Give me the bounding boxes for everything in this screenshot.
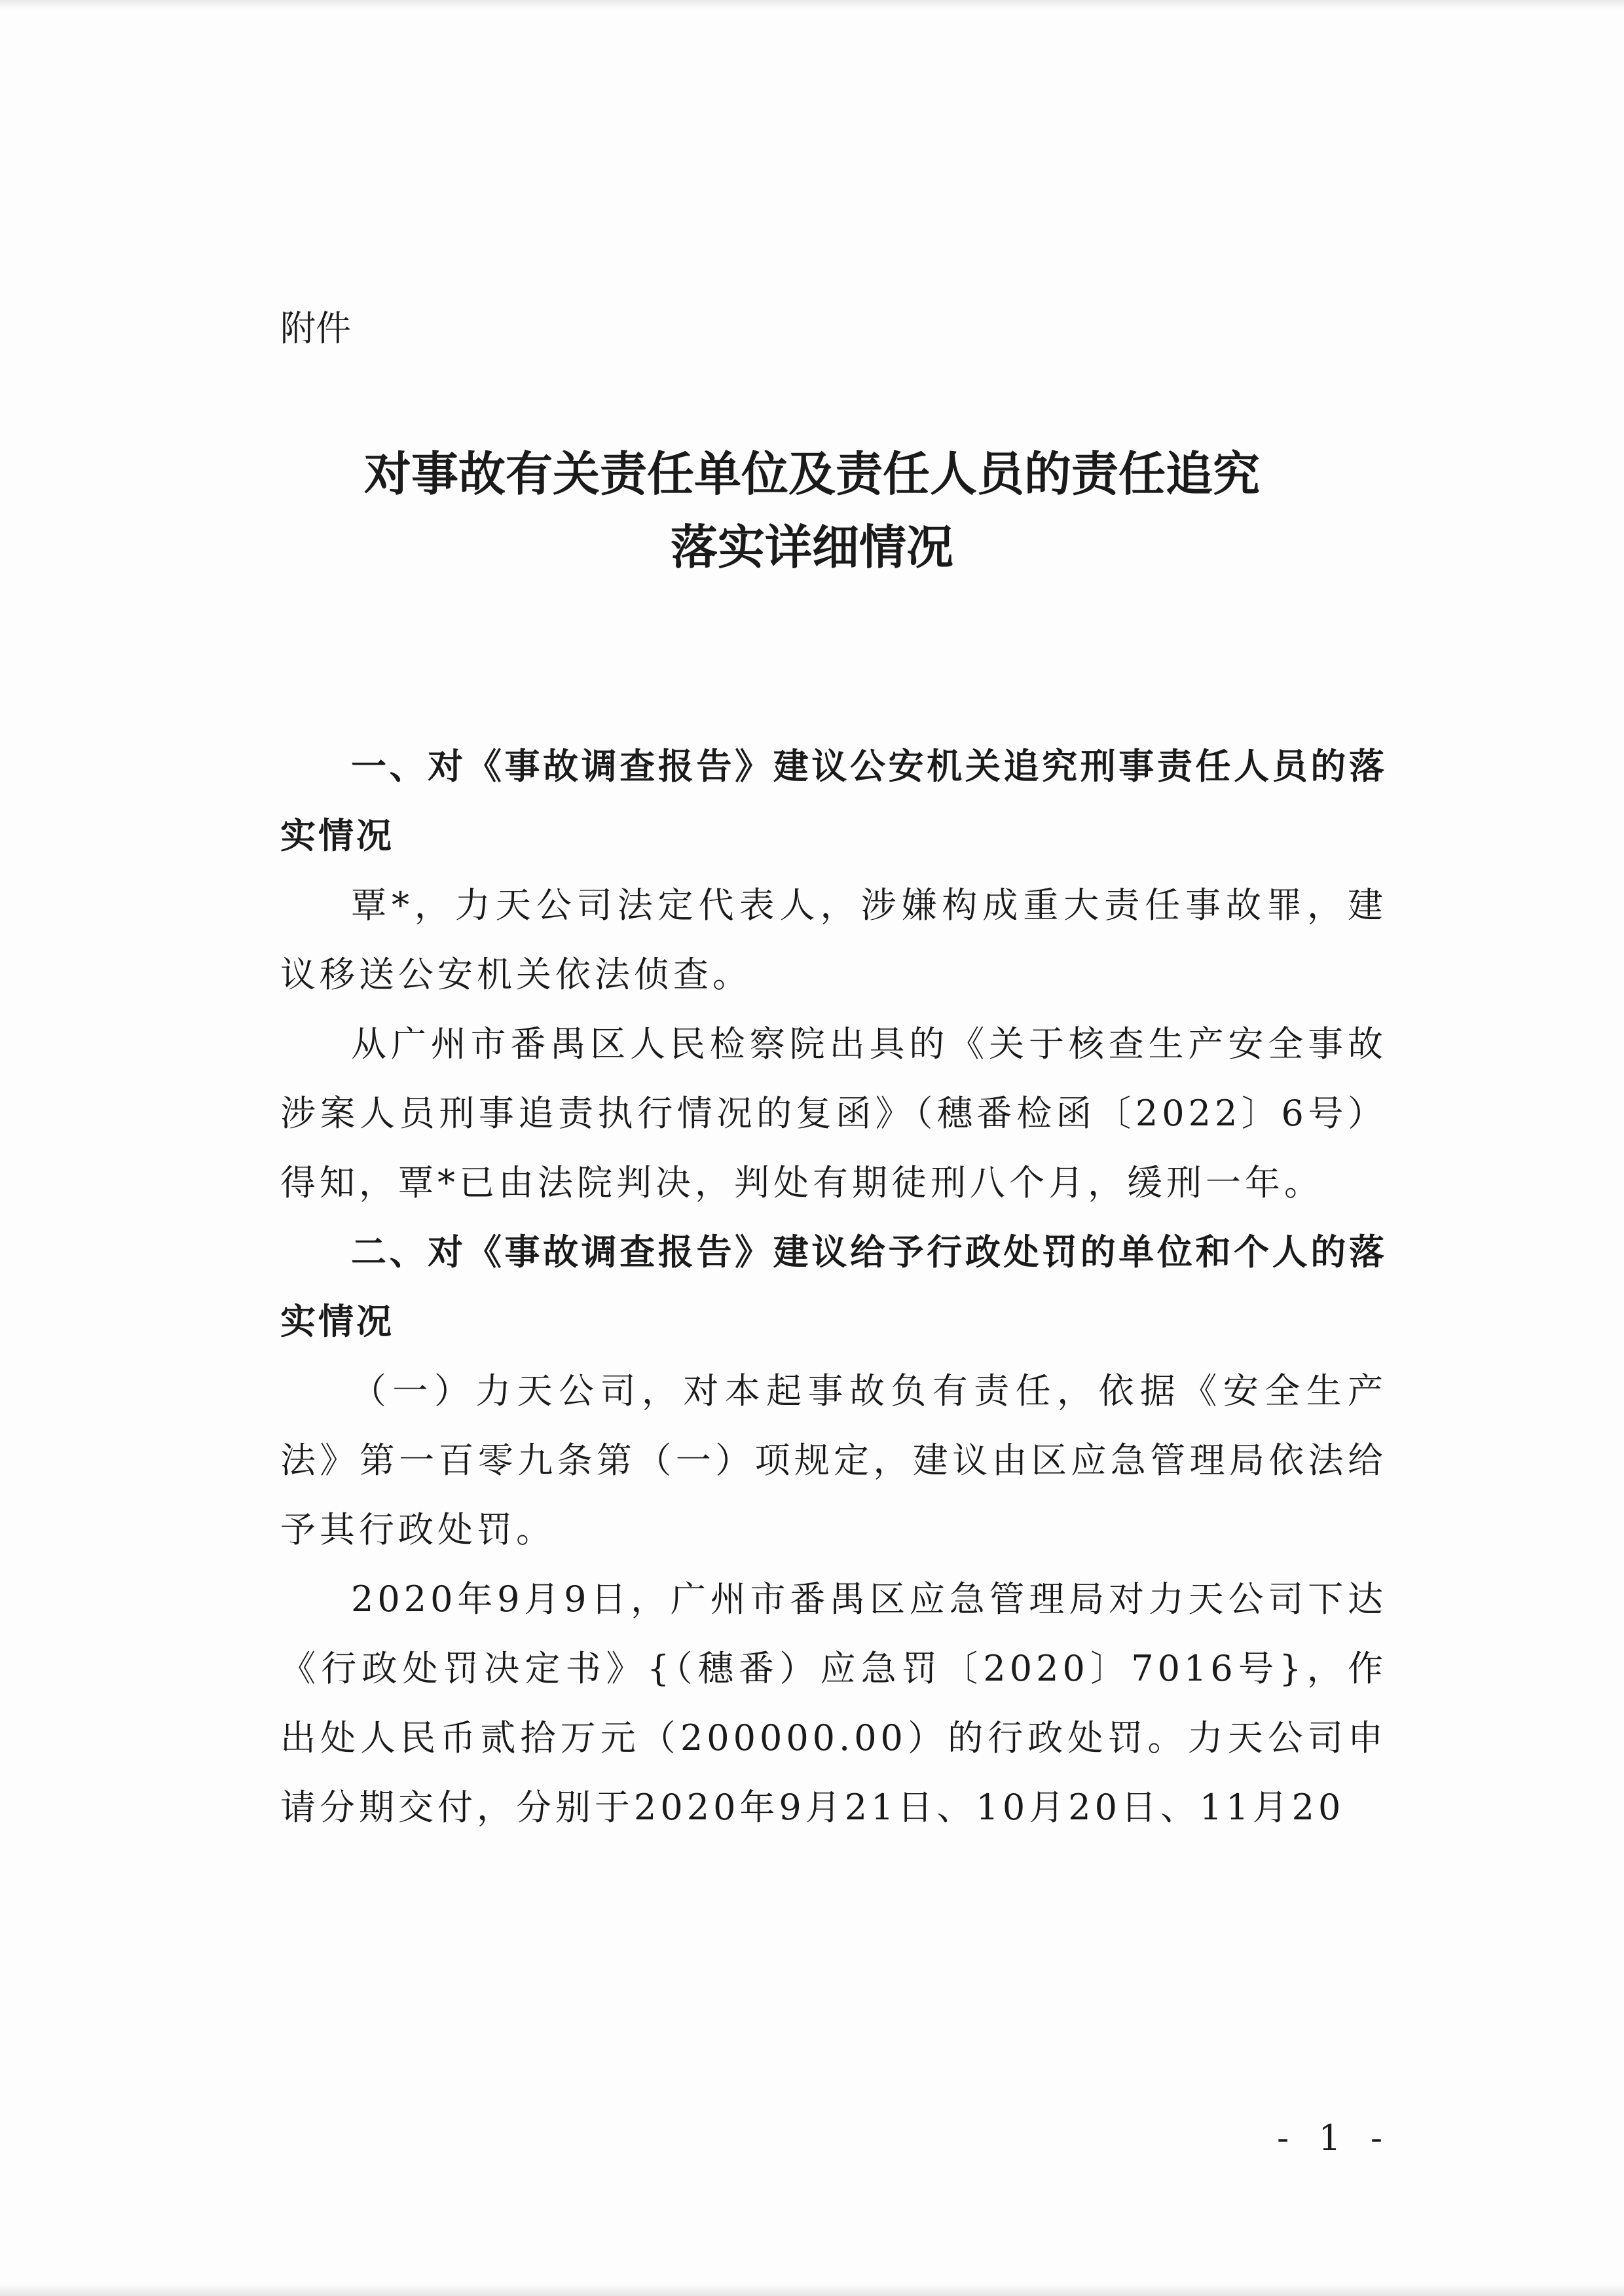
page-number: - 1 - <box>1277 2117 1392 2159</box>
section-heading-1: 一、对《事故调查报告》建议公安机关追究刑事责任人员的落实情况 <box>280 746 1387 856</box>
title-line-1: 对事故有关责任单位及责任人员的责任追究 <box>363 446 1260 501</box>
scan-edge-bottom <box>0 2285 1624 2296</box>
paragraph-1: 覃*，力天公司法定代表人，涉嫌构成重大责任事故罪，建议移送公安机关依法侦查。 <box>280 884 1387 995</box>
paragraph-2: 从广州市番禺区人民检察院出具的《关于核查生产安全事故涉案人员刑事追责执行情况的复函》（穗番检函〔2022〕6号）得知，覃*已由法院判决，判处有期徒刑八个月，缓刑一年。 <box>280 1023 1387 1203</box>
attachment-label: 附件 <box>280 308 351 349</box>
document-body <box>280 732 1387 1842</box>
paragraph-3: （一）力天公司，对本起事故负有责任，依据《安全生产法》第一百零九条第（一）项规定，建议由区应急管理局依法给予其行政处罚。 <box>280 1370 1387 1550</box>
section-heading-2: 二、对《事故调查报告》建议给予行政处罚的单位和个人的落实情况 <box>280 1231 1387 1342</box>
scan-edge-top <box>0 0 1624 9</box>
title-line-2: 落实详细情况 <box>670 519 953 575</box>
document-title <box>196 437 1428 584</box>
paragraph-4: 2020年9月9日，广州市番禺区应急管理局对力天公司下达《行政处罚决定书》{（穗番）应急罚〔2020〕7016号}，作出处人民币贰拾万元（200000.00）的行政处罚。力天公司申请分期交付，分别于2020年9月21日、10月20日、11月20 <box>280 1578 1387 1828</box>
